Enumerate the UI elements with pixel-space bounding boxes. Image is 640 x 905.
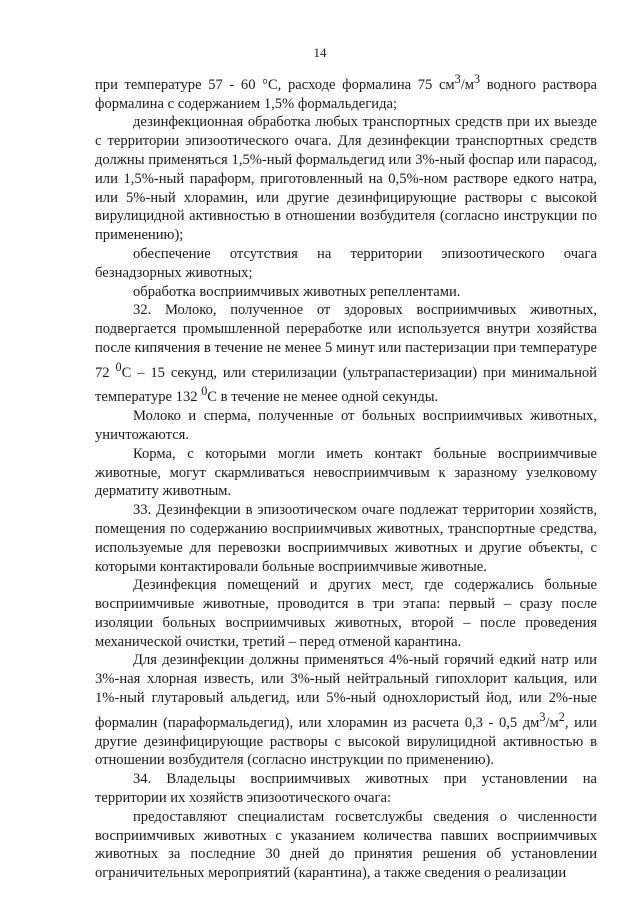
paragraph-4: обработка восприимчивых животных репеллентами.: [133, 283, 461, 300]
document-body: [95, 70, 597, 883]
paragraph-11: 34. Владельцы восприимчивых животных при установлении на территории их хозяйств эпизоотического очага:: [95, 771, 597, 806]
paragraph-6: Молоко и сперма, полученные от больных восприимчивых животных, уничтожаются.: [95, 408, 597, 443]
paragraph-5: 32. Молоко, полученное от здоровых восприимчивых животных, подвергается промышленной переработке или используется внутри хозяйства после кипячения в течение не менее 5 минут или пастеризации при температуре 72 $^0$С – 15 секунд, или стерилизации (ультрапастеризации) при минимальной температуре 132 $^0$С в течение не менее одной секунды.: [95, 302, 597, 406]
paragraph-12: предоставляют специалистам госветслужбы сведения о численности восприимчивых животных с указанием количества павших восприимчивых животных за последние 30 дней до принятия решения об установлении ограничительных мероприятий (карантина), а также сведения о реализации: [95, 808, 597, 882]
paragraph-2: дезинфекционная обработка любых транспортных средств при их выезде с территории эпизоотического очага. Для дезинфекции транспортных средств должны применяться 1,5%-ный формальдегид или 3%-ный фоспар или парасод, или 1,5%-ный параформ, приготовленный на 0,5%-ном растворе едкого натра, или 5%-ный хлорамин, или другие дезинфицирующие растворы с высокой вирулицидной активностью в отношении возбудителя (согласно инструкции по применению);: [95, 114, 597, 244]
paragraph-10: Для дезинфекции должны применяться 4%-ный горячий едкий натр или 3%-ная хлорная известь, или 3%-ный нейтральный гипохлорит кальция, или 1%-ный глутаровый альдегид, или 5%-ный однохлористый йод, или 2%-ные формалин (параформальдегид), или хлорамин из расчета 0,3 - 0,5 $дм^3/м^2$, или другие дезинфицирующие растворы с высокой вирулицидной активностью в отношении возбудителя (согласно инструкции по применению).: [95, 652, 597, 769]
paragraph-7: Корма, с которыми могли иметь контакт больные восприимчивые животные, могут скармливаться невосприимчивым к заразному узелковому дерматиту животным.: [95, 445, 597, 500]
page-number: 14: [313, 45, 327, 60]
paragraph-8: 33. Дезинфекции в эпизоотическом очаге подлежат территории хозяйств, помещения по содержанию восприимчивых животных, транспортные средства, используемые для перевозки восприимчивых животных и другие объекты, с которыми контактировали больные восприимчивые животные.: [95, 502, 597, 575]
paragraph-3: обеспечение отсутствия на территории эпизоотического очага безнадзорных животных;: [95, 246, 597, 281]
paragraph-1: при температуре 57 - 60 °С, расходе формалина 75 $см^3/м^3$ водного раствора формалина с содержанием 1,5% формальдегида;: [95, 72, 597, 112]
paragraph-9: Дезинфекция помещений и других мест, где содержались больные восприимчивые животные, проводится в три этапа: первый – сразу после изоляции больных восприимчивых животных, второй – после проведения механической очистки, третий – перед отменой карантина.: [95, 577, 597, 650]
